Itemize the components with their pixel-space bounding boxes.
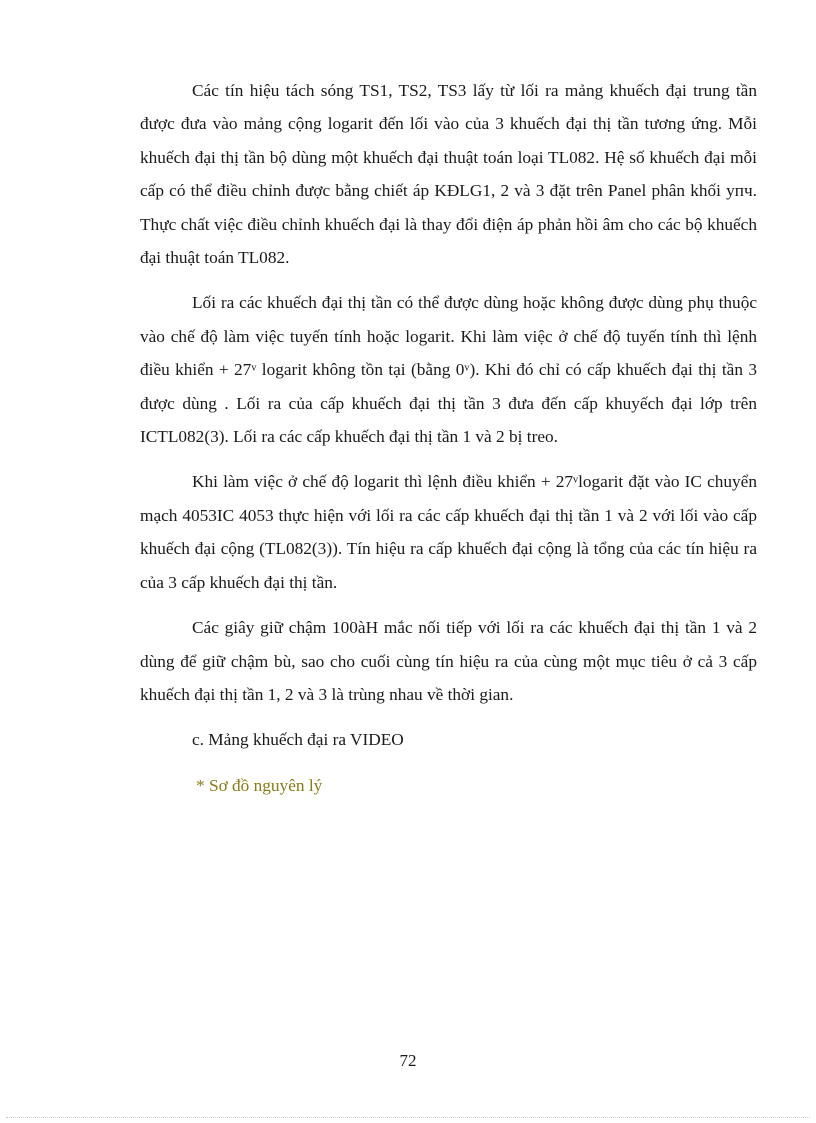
paragraph-1: Các tín hiệu tách sóng TS1, TS2, TS3 lấy từ lối ra mảng khuếch đại trung tần được đưa vào mảng cộng logarit đến lối vào của 3 khuếch đại thị tần tương ứng. Mỗi khuếch đại thị tần bộ dùng một khuếch đại thuật toán loại TL082. Hệ số khuếch đại mỗi cấp có thể điều chỉnh được bằng chiết áp KĐLG1, 2 và 3 đặt trên Panel phân khối yпч. Thực chất việc điều chỉnh khuếch đại là thay đổi điện áp phản hồi âm cho các bộ khuếch đại thuật toán TL082. xyxy=(140,81,757,268)
footer-divider xyxy=(6,1117,810,1118)
paragraph-2: Lối ra các khuếch đại thị tần có thể được dùng hoặc không được dùng phụ thuộc vào chế độ làm việc tuyến tính hoặc logarit. Khi làm việc ở chế độ tuyến tính thì lệnh điều khiển + 27ᵛ logarit không tồn tại (bằng 0ᵛ). Khi đó chỉ có cấp khuếch đại thị tần 3 được dùng . Lối ra của cấp khuếch đại thị tần 3 đưa đến cấp khuyếch đại lớp trên ICTL082(3). Lối ra các cấp khuếch đại thị tần 1 và 2 bị treo. xyxy=(140,293,757,447)
paragraph-3: Khi làm việc ở chế độ logarit thì lệnh điều khiển + 27ᵛlogarit đặt vào IC chuyển mạch 4053IC 4053 thực hiện với lối ra các cấp khuếch đại thị tần 1 và 2 với lối vào cấp khuếch đại cộng (TL082(3)). Tín hiệu ra cấp khuếch đại cộng là tổng của các tín hiệu ra của 3 cấp khuếch đại thị tần. xyxy=(140,472,757,592)
body-text xyxy=(140,74,757,802)
section-subheading: * Sơ đồ nguyên lý xyxy=(196,775,323,795)
section-heading: c. Mảng khuếch đại ra VIDEO xyxy=(192,730,404,750)
paragraph-4: Các giây giữ chậm 100àH mắc nối tiếp với lối ra các khuếch đại thị tần 1 và 2 dùng để giữ chậm bù, sao cho cuối cùng tín hiệu ra của cùng một mục tiêu ở cả 3 cấp khuếch đại thị tần 1, 2 và 3 là trùng nhau về thời gian. xyxy=(140,618,757,704)
page-number: 72 xyxy=(399,1051,417,1070)
